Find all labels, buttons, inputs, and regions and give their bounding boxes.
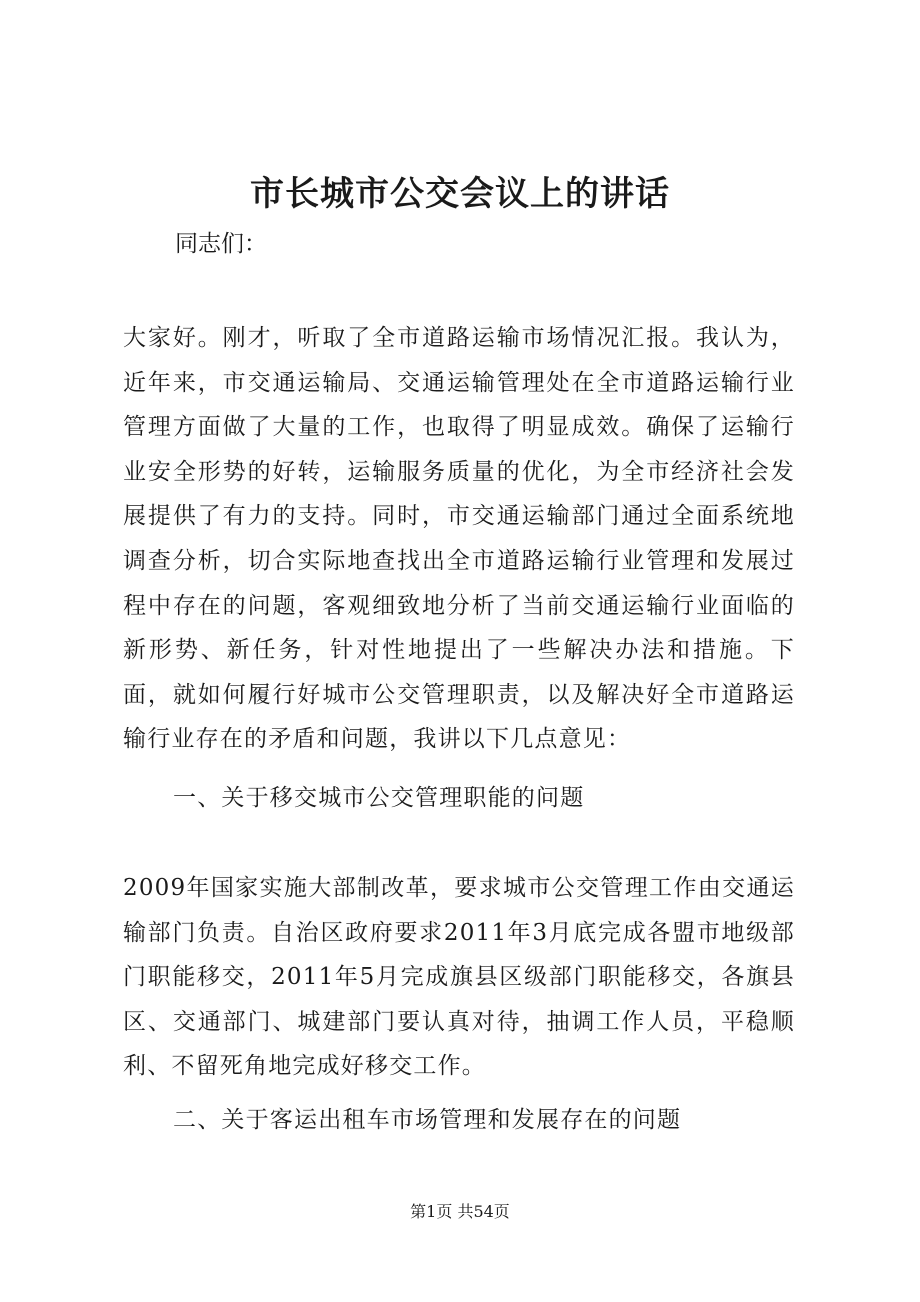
body-paragraph-1: 大家好。刚才，听取了全市道路运输市场情况汇报。我认为，近年来，市交通运输局、交通运输管理处在全市道路运输行业管理方面做了大量的工作，也取得了明显成效。确保了运输行业安全形势的好转，运输服务质量的优化，为全市经济社会发展提供了有力的支持。同时，市交通运输部门通过全面系统地调查分析，切合实际地查找出全市道路运输行业管理和发展过程中存在的问题，客观细致地分析了当前交通运输行业面临的新形势、新任务，针对性地提出了一些解决办法和措施。下面，就如何履行好城市公交管理职责，以及解决好全市道路运输行业存在的矛盾和问题，我讲以下几点意见： (123, 325, 795, 753)
section-heading-2: 二、关于客运出租车市场管理和发展存在的问题 (173, 1107, 682, 1133)
body-paragraph-2: 2009年国家实施大部制改革，要求城市公交管理工作由交通运输部门负责。自治区政府要求2011年3月底完成各盟市地级部门职能移交，2011年5月完成旗县区级部门职能移交，各旗县区、交通部门、城建部门要认真对待，抽调工作人员，平稳顺利、不留死角地完成好移交工作。 (123, 875, 795, 1080)
salutation: 同志们： (175, 231, 267, 257)
page-footer: 第1页 共54页 (410, 1202, 510, 1221)
document-title: 市长城市公交会议上的讲话 (250, 174, 670, 214)
section-heading-1: 一、关于移交城市公交管理职能的问题 (173, 785, 585, 811)
